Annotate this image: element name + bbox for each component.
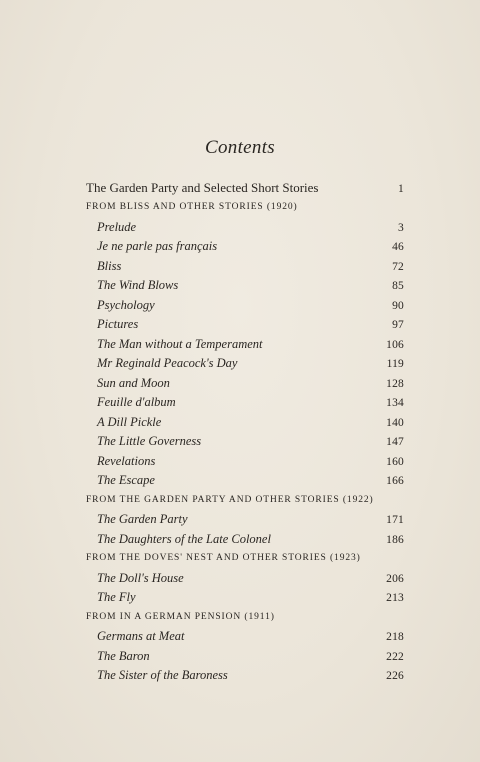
toc-entry — [86, 471, 404, 491]
toc-entry-title: The Sister of the Baroness — [97, 668, 228, 682]
toc-entry-title: Revelations — [97, 453, 156, 468]
table-of-contents — [86, 178, 404, 686]
toc-entry-page: 1 — [398, 183, 404, 195]
toc-entry — [86, 413, 404, 433]
toc-entry-title: Mr Reginald Peacock's Day — [97, 356, 238, 370]
toc-entry-page: 134 — [386, 397, 404, 409]
toc-entry-title: Feuille d'album — [97, 395, 176, 409]
toc-entry — [86, 647, 404, 667]
toc-section-title: FROM IN A GERMAN PENSION (1911) — [86, 611, 275, 622]
toc-entry-title: Sun and Moon — [97, 375, 170, 390]
toc-entry-page: 85 — [392, 280, 404, 292]
contents-heading: Contents — [205, 137, 275, 158]
toc-entry-title: Pictures — [97, 317, 139, 331]
toc-entry-page: 213 — [386, 592, 404, 604]
toc-entry-page: 147 — [386, 436, 404, 448]
toc-entry-page: 119 — [386, 358, 404, 370]
toc-entry — [86, 237, 404, 257]
toc-entry — [86, 393, 404, 413]
toc-entry-title: Je ne parle pas français — [97, 239, 218, 253]
toc-entry-page: 222 — [386, 650, 404, 663]
toc-entry — [86, 276, 404, 296]
toc-entry — [86, 218, 404, 238]
toc-entry-title: The Little Governess — [97, 434, 202, 448]
toc-entry-title: The Fly — [97, 590, 136, 604]
toc-entry-page: 166 — [386, 475, 404, 487]
toc-entry — [86, 296, 404, 316]
toc-entry — [86, 569, 404, 589]
toc-entry-page: 72 — [392, 260, 404, 273]
toc-entry-page: 186 — [386, 533, 404, 546]
toc-entry-page: 3 — [398, 221, 404, 234]
toc-entry-page: 160 — [386, 455, 404, 468]
toc-entry-title: The Wind Blows — [97, 278, 179, 292]
toc-entry-page: 140 — [386, 416, 404, 429]
toc-section-heading — [86, 608, 404, 628]
toc-section-title: FROM THE DOVES' NEST AND OTHER STORIES (1923) — [86, 553, 361, 563]
toc-entry-page: 90 — [392, 299, 404, 312]
toc-entry — [86, 257, 404, 277]
toc-entry — [86, 315, 404, 335]
toc-entry-title: The Daughters of the Late Colonel — [97, 531, 271, 546]
toc-entry — [86, 530, 404, 550]
toc-entry-title: Germans at Meat — [97, 629, 185, 643]
toc-entry-page: 218 — [386, 631, 404, 643]
toc-entry-page: 46 — [392, 241, 404, 253]
toc-entry-main-title — [86, 178, 404, 198]
toc-entry-title: The Garden Party and Selected Short Stories — [86, 180, 319, 195]
toc-section-title: FROM BLISS AND OTHER STORIES (1920) — [86, 202, 298, 212]
toc-entry — [86, 335, 404, 355]
toc-entry — [86, 627, 404, 647]
toc-entry — [86, 432, 404, 452]
toc-section-heading — [86, 198, 404, 218]
toc-entry-title: Psychology — [97, 297, 155, 312]
toc-section-heading — [86, 549, 404, 569]
toc-section-title: FROM THE GARDEN PARTY AND OTHER STORIES (1922) — [86, 494, 374, 505]
toc-entry-page: 171 — [386, 514, 404, 526]
toc-entry-title: The Garden Party — [97, 512, 188, 526]
toc-entry — [86, 588, 404, 608]
toc-entry-title: Bliss — [97, 258, 122, 273]
toc-entry-page: 226 — [386, 670, 404, 682]
toc-entry — [86, 666, 404, 686]
toc-entry — [86, 354, 404, 374]
toc-entry-page: 128 — [386, 377, 404, 390]
toc-entry — [86, 452, 404, 472]
toc-entry-title: A Dill Pickle — [97, 414, 162, 429]
toc-entry-page: 97 — [392, 319, 404, 331]
toc-entry-title: The Man without a Temperament — [97, 336, 263, 351]
toc-entry-title: The Doll's House — [97, 570, 184, 585]
toc-entry-page: 206 — [386, 572, 404, 585]
toc-entry-title: The Escape — [97, 473, 155, 487]
toc-entry-title: The Baron — [97, 648, 150, 663]
toc-entry-title: Prelude — [97, 219, 137, 234]
toc-section-heading — [86, 491, 404, 511]
toc-entry — [86, 374, 404, 394]
toc-entry — [86, 510, 404, 530]
toc-entry-page: 106 — [386, 338, 404, 351]
